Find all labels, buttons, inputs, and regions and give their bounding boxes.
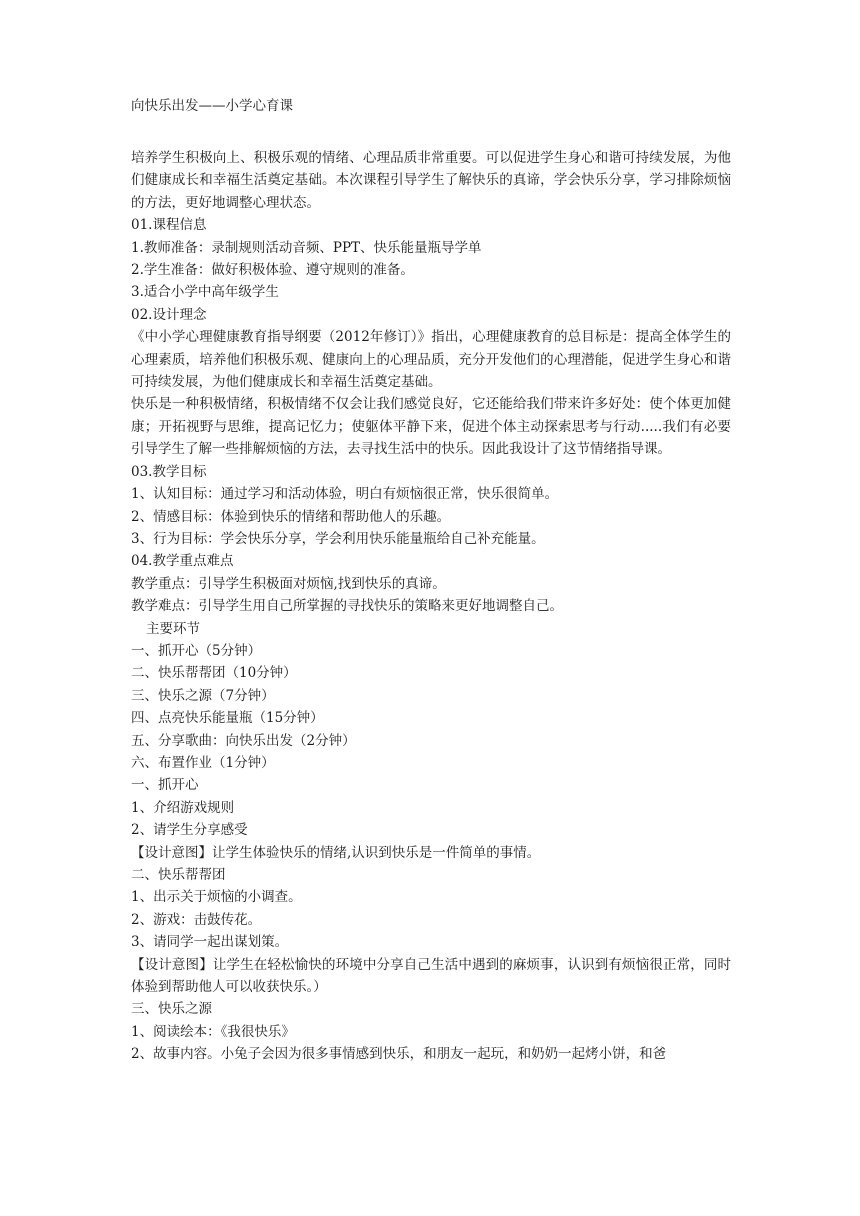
list-item: 五、分享歌曲：向快乐出发（2分钟）: [131, 732, 356, 749]
list-item: 2.学生准备：做好积极体验、遵守规则的准备。: [131, 262, 414, 279]
document-body: [131, 96, 731, 1066]
list-item: 2、请学生分享感受: [131, 822, 248, 839]
happiness-paragraph: 快乐是一种积极情绪，积极情绪不仅会让我们感觉良好，它还能给我们带来许多好处：使个体更加健康；开拓视野与思维，提高记忆力；使躯体平静下来，促进个体主动探索思考与行动.....我们有必要引导学生了解一些排解烦恼的方法，去寻找生活中的快乐。因此我设计了这节情绪指导课。: [131, 396, 731, 458]
list-item: 1、出示关于烦恼的小调查。: [131, 889, 302, 906]
list-item: 六、布置作业（1分钟）: [131, 754, 275, 771]
list-item: 2、故事内容。小兔子会因为很多事情感到快乐，和朋友一起玩，和奶奶一起烤小饼，和爸: [131, 1046, 667, 1063]
design-concept-paragraph: 《中小学心理健康教育指导纲要（2012年修订）》指出，心理健康教育的总目标是：提高全体学生的心理素质，培养他们积极乐观、健康向上的心理品质，充分开发他们的心理潜能，促进学生身心和谐可持续发展，为他们健康成长和幸福生活奠定基础。: [131, 329, 731, 391]
section-heading-teaching-goals: 03.教学目标: [131, 463, 207, 480]
list-item: 四、点亮快乐能量瓶（15分钟）: [131, 710, 324, 727]
list-item: 1、介绍游戏规则: [131, 799, 235, 816]
part-heading-help-group: 二、快乐帮帮团: [131, 867, 226, 883]
design-intent-note: 【设计意图】让学生在轻松愉快的环境中分享自己生活中遇到的麻烦事，认识到有烦恼很正常，同时体验到帮助他人可以收获快乐。）: [131, 956, 731, 996]
list-item: 二、快乐帮帮团（10分钟）: [131, 665, 297, 682]
list-item: 2、游戏：击鼓传花。: [131, 911, 262, 928]
list-item: 3、请同学一起出谋划策。: [131, 934, 289, 951]
part-heading-catch-happy: 一、抓开心: [131, 777, 199, 794]
list-item: 教学重点：引导学生积极面对烦恼,找到快乐的真谛。: [131, 575, 446, 592]
list-item: 1、阅读绘本：《我很快乐》: [131, 1023, 295, 1040]
design-intent-note: 【设计意图】让学生体验快乐的情绪,认识到快乐是一件简单的事情。: [131, 844, 541, 861]
section-heading-main-steps: 主要环节: [146, 620, 200, 637]
list-item: 1.教师准备：录制规则活动音频、PPT、快乐能量瓶导学单: [131, 239, 482, 256]
list-item: 1、认知目标：通过学习和活动体验，明白有烦恼很正常，快乐很简单。: [131, 486, 559, 503]
section-heading-design-concept: 02.设计理念: [131, 306, 207, 323]
list-item: 3、行为目标：学会快乐分享，学会利用快乐能量瓶给自己补充能量。: [131, 530, 545, 547]
document-title: 向快乐出发——小学心育课: [131, 98, 293, 114]
part-heading-source-of-joy: 三、快乐之源: [131, 1001, 212, 1018]
list-item: 教学难点：引导学生用自己所掌握的寻找快乐的策略来更好地调整自己。: [131, 598, 563, 615]
list-item: 一、抓开心（5分钟）: [131, 642, 262, 659]
list-item: 三、快乐之源（7分钟）: [131, 687, 275, 704]
list-item: 2、情感目标：体验到快乐的情绪和帮助他人的乐趣。: [131, 508, 451, 525]
section-heading-key-points: 04.教学重点难点: [131, 553, 234, 570]
section-heading-course-info: 01.课程信息: [131, 217, 207, 234]
intro-paragraph: 培养学生积极向上、积极乐观的情绪、心理品质非常重要。可以促进学生身心和谐可持续发展，为他们健康成长和幸福生活奠定基础。本次课程引导学生了解快乐的真谛，学会快乐分享，学习排除烦恼的方法，更好地调整心理状态。: [131, 150, 731, 211]
list-item: 3.适合小学中高年级学生: [131, 284, 279, 301]
